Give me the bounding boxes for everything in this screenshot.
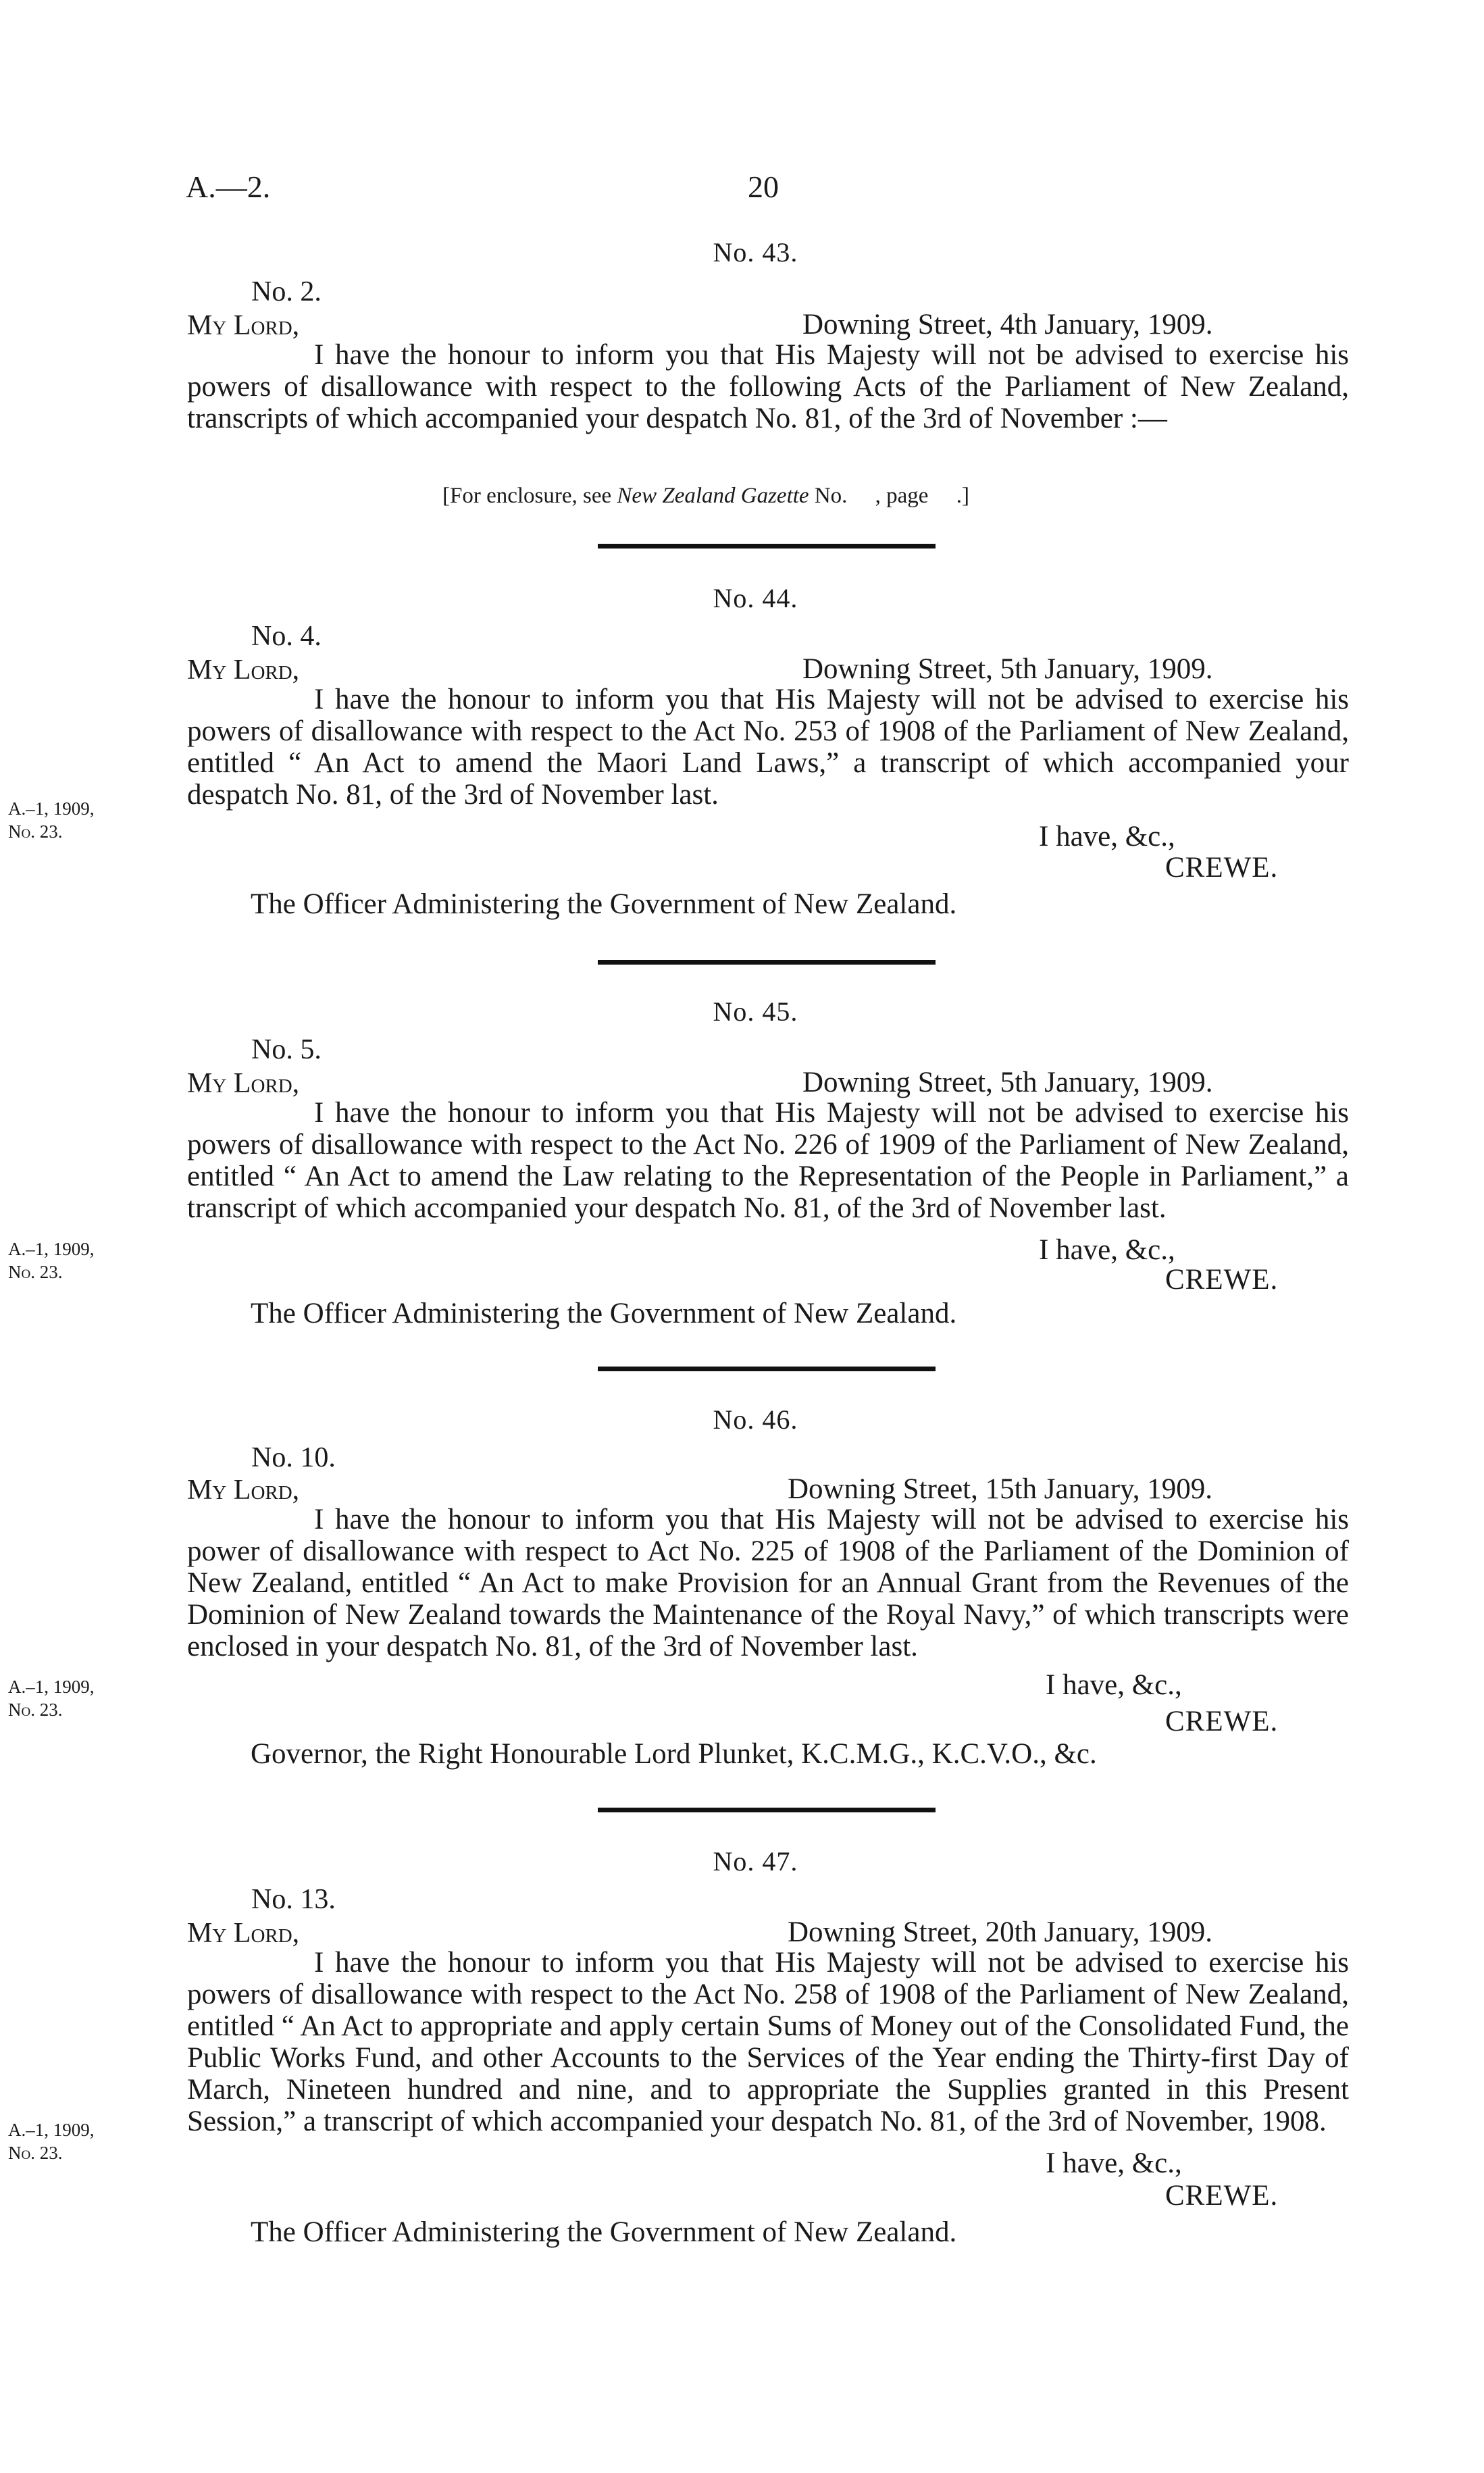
enclosure-suffix: No. , page .] (814, 484, 969, 508)
enclosure-note (442, 484, 969, 509)
signature: CREWE. (1165, 852, 1279, 884)
reference-number: No. 4. (251, 621, 322, 652)
salutation: My Lord, (187, 1475, 300, 1506)
section-divider (598, 1808, 936, 1812)
despatch-number: No. 46. (713, 1404, 798, 1435)
reference-number: No. 2. (251, 276, 322, 307)
despatch-number: No. 47. (713, 1846, 798, 1877)
despatch-body: I have the honour to inform you that His Majesty will not be advised to exercise his powers of disallowance with respect to the Act No. 258 of 1908 of the Parliament of New Zealand, entitled “ An Act to appropriate and apply certain Sums of Money out of the Consolidated Fund, the Public Works Fund, and other Accounts to the Services of the Year ending the Thirty-first Day of March, Nineteen hundred and nine, and to appropriate the Supplies granted in this Present Session,” a transcript of which accompanied your despatch No. 81, of the 3rd of November, 1908. (187, 1947, 1349, 2137)
salutation: My Lord, (187, 310, 300, 341)
page-number: 20 (748, 170, 779, 204)
margin-note (8, 797, 95, 843)
margin-note-line: A.–1, 1909, (8, 798, 95, 819)
margin-note (8, 1675, 95, 1721)
addressee: Governor, the Right Honourable Lord Plunket, K.C.M.G., K.C.V.O., &c. (251, 1738, 1097, 1770)
enclosure-prefix: [For enclosure, see (442, 484, 612, 508)
salutation: My Lord, (187, 1068, 300, 1099)
salutation: My Lord, (187, 1918, 300, 1949)
signature: CREWE. (1165, 1264, 1279, 1296)
addressee: The Officer Administering the Government of New Zealand. (251, 2216, 957, 2248)
margin-note-line: A.–1, 1909, (8, 1677, 95, 1697)
section-divider (598, 544, 936, 549)
gazette-title: New Zealand Gazette (617, 484, 809, 508)
signature: CREWE. (1165, 2180, 1279, 2212)
closing: I have, &c., (1039, 821, 1175, 852)
margin-note-line: A.–1, 1909, (8, 1239, 95, 1259)
section-divider (598, 960, 936, 965)
despatch-body: I have the honour to inform you that His Majesty will not be advised to exercise his power of disallowance with respect to Act No. 225 of 1908 of the Parliament of the Dominion of New Zealand, entitled “ An Act to make Provision for an Annual Grant from the Revenues of the Dominion of New Zealand towards the Maintenance of the Royal Navy,” of which transcripts were enclosed in your despatch No. 81, of the 3rd of November last. (187, 1504, 1349, 1662)
closing: I have, &c., (1039, 1234, 1175, 1266)
margin-note-line: No. 23. (8, 1700, 63, 1720)
margin-note (8, 1238, 95, 1283)
place-date: Downing Street, 5th January, 1909. (802, 1067, 1213, 1098)
place-date: Downing Street, 15th January, 1909. (788, 1473, 1212, 1505)
despatch-body: I have the honour to inform you that His Majesty will not be advised to exercise his powers of disallowance with respect to the Act No. 253 of 1908 of the Parliament of New Zealand, entitled “ An Act to amend the Maori Land Laws,” a transcript of which accompanied your despatch No. 81, of the 3rd of November last. (187, 684, 1349, 811)
signature: CREWE. (1165, 1706, 1279, 1737)
despatch-number: No. 43. (713, 237, 798, 267)
page-reference: A.—2. (186, 170, 271, 204)
margin-note-line: No. 23. (8, 821, 63, 842)
margin-note-line: No. 23. (8, 1262, 63, 1282)
margin-note-line: No. 23. (8, 2143, 63, 2163)
reference-number: No. 10. (251, 1442, 336, 1473)
place-date: Downing Street, 20th January, 1909. (788, 1916, 1212, 1948)
reference-number: No. 5. (251, 1034, 322, 1065)
margin-note (8, 2118, 95, 2164)
place-date: Downing Street, 4th January, 1909. (802, 309, 1213, 340)
despatch-body: I have the honour to inform you that His Majesty will not be advised to exercise his powers of disallowance with respect to the following Acts of the Parliament of New Zealand, transcripts of which accompanied your despatch No. 81, of the 3rd of November :— (187, 339, 1349, 434)
addressee: The Officer Administering the Government of New Zealand. (251, 888, 957, 920)
despatch-body: I have the honour to inform you that His Majesty will not be advised to exercise his powers of disallowance with respect to the Act No. 226 of 1909 of the Parliament of New Zealand, entitled “ An Act to amend the Law relating to the Representation of the People in Parliament,” a transcript of which accompanied your despatch No. 81, of the 3rd of November last. (187, 1097, 1349, 1224)
closing: I have, &c., (1046, 2147, 1182, 2179)
despatch-number: No. 45. (713, 996, 798, 1027)
page-header (0, 169, 1484, 209)
closing: I have, &c., (1046, 1669, 1182, 1701)
margin-note-line: A.–1, 1909, (8, 2120, 95, 2140)
place-date: Downing Street, 5th January, 1909. (802, 653, 1213, 685)
salutation: My Lord, (187, 655, 300, 686)
addressee: The Officer Administering the Government of New Zealand. (251, 1298, 957, 1329)
despatch-number: No. 44. (713, 583, 798, 613)
reference-number: No. 13. (251, 1884, 336, 1915)
section-divider (598, 1367, 936, 1371)
